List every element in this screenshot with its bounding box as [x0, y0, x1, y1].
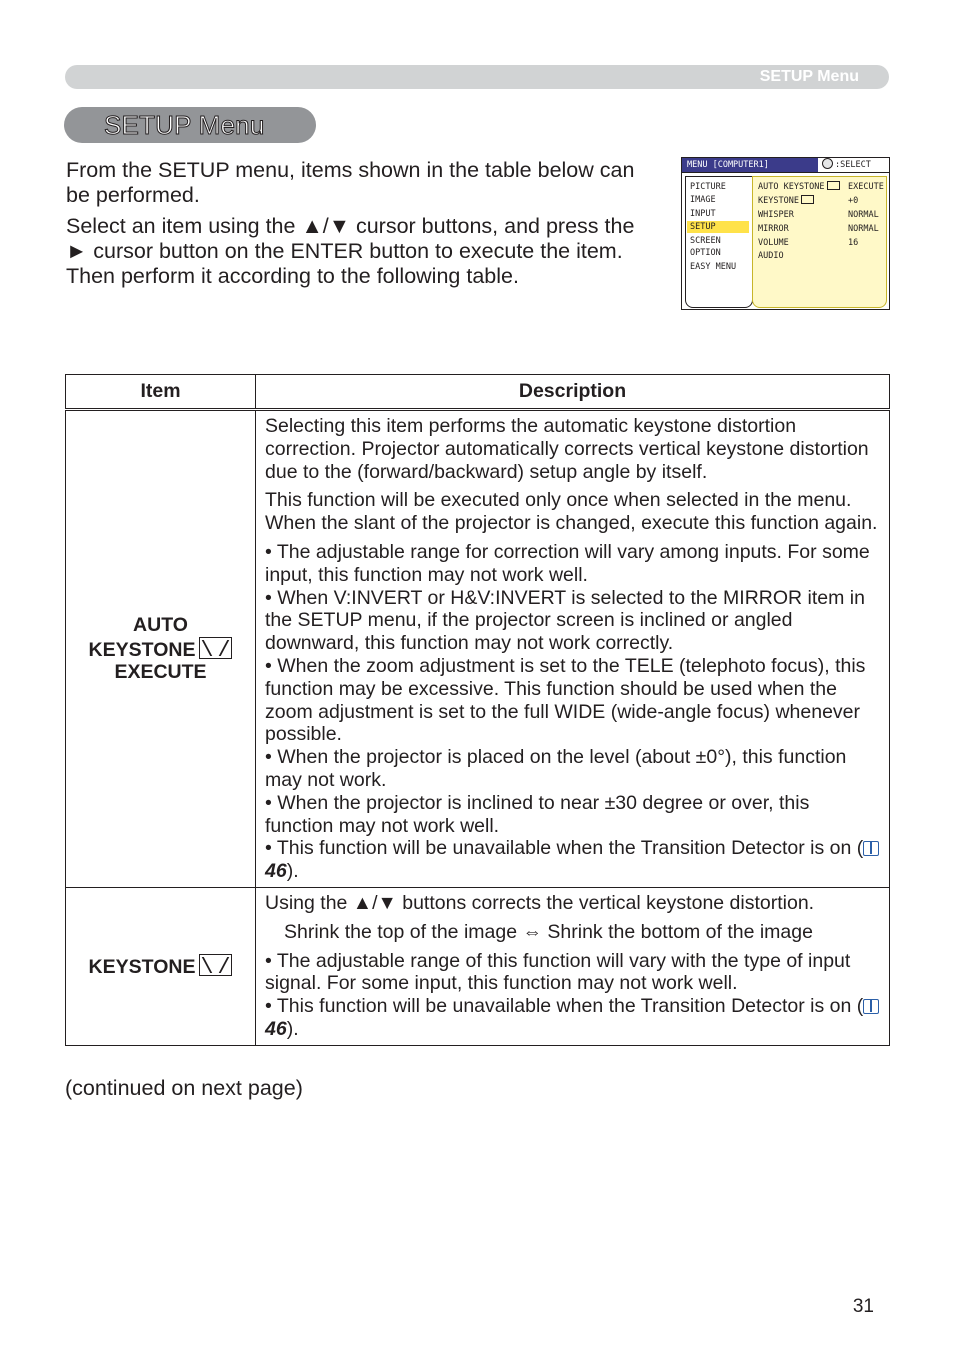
osd-left-item-setup: SETUP — [687, 221, 749, 233]
osd-top-bar — [682, 158, 889, 173]
page-reference-link[interactable]: 46 — [265, 1017, 287, 1040]
osd-row-value: NORMAL — [848, 224, 879, 234]
osd-left-item-picture: PICTURE — [690, 182, 726, 192]
intro-paragraph-1: From the SETUP menu, items shown in the table below can be performed. — [66, 158, 635, 207]
osd-row-value: 16 — [848, 238, 859, 248]
osd-select-label: :SELECT — [835, 160, 871, 170]
item-label-line — [67, 637, 254, 662]
note-bullet: • The adjustable range for correction will vary among inputs. For some input, this function may not work well. — [265, 540, 870, 586]
note-bullet: • When V:INVERT or H&V:INVERT is selected to the MIRROR item in the SETUP menu, if the projector screen is inclined or angled downward, this function may not work correctly. — [265, 586, 865, 655]
osd-row-value: NORMAL — [848, 210, 879, 220]
osd-row-auto-keystone — [758, 181, 883, 193]
osd-menu-illustration — [681, 157, 890, 310]
osd-row-label: VOLUME — [758, 238, 789, 248]
note-bullet: • The adjustable range of this function will vary with the type of input signal. For some input, this function may not work well. — [265, 949, 851, 995]
osd-row-value: +0 — [848, 196, 859, 206]
setup-menu-table — [65, 374, 890, 1046]
note-bullet-suffix: ). — [286, 860, 299, 883]
header-bar — [65, 65, 889, 89]
page-title: SETUP Menu — [104, 110, 265, 140]
item-label: KEYSTONE — [88, 955, 196, 978]
osd-row-whisper — [758, 209, 883, 221]
osd-row-keystone — [758, 195, 883, 207]
osd-left-menu — [685, 176, 753, 308]
table-header-item: Item — [66, 375, 256, 410]
osd-row-audio — [758, 250, 883, 262]
header-section-title: SETUP Menu — [759, 68, 859, 85]
note-bullet-suffix: ). — [286, 1017, 299, 1040]
osd-select-hint — [822, 158, 871, 172]
note-bullet: • When the zoom adjustment is set to the TELE (telephoto focus), this function may be excessive. This function should be used when the zoom adjustment is set to the full WIDE (wide-angle focus) whenever possible. — [265, 654, 866, 746]
osd-row-label: KEYSTONE — [758, 196, 799, 206]
description-paragraph: Using the ▲/▼ buttons corrects the vertical keystone distortion. — [265, 891, 815, 914]
book-icon — [863, 841, 879, 856]
osd-left-item-easy-menu: EASY MENU — [690, 262, 737, 272]
item-cell-auto-keystone — [66, 410, 256, 888]
item-label: EXECUTE — [114, 661, 207, 684]
note-bullet: • When the projector is inclined to near ±30 degree or over, this function may not work well. — [265, 791, 810, 837]
osd-row-label: AUDIO — [758, 251, 784, 261]
title-pill — [64, 107, 316, 143]
item-label: AUTO — [133, 613, 188, 636]
note-bullet: • When the projector is placed on the level (about ±0°), this function may not work. — [265, 746, 847, 791]
osd-left-item-option: OPTION — [690, 248, 721, 258]
description-cell-auto-keystone — [256, 410, 890, 888]
item-cell-keystone — [66, 887, 256, 1045]
description-cell-keystone — [256, 887, 890, 1045]
osd-left-item-screen: SCREEN — [690, 236, 721, 246]
osd-row-label: AUTO KEYSTONE — [758, 182, 825, 192]
table-row-auto-keystone — [66, 410, 890, 888]
table-header-description: Description — [256, 375, 890, 410]
description-paragraph: This function will be executed only once when selected in the menu. When the slant of the projector is changed, execute this function again. — [265, 489, 878, 535]
table-header-row — [66, 375, 890, 410]
book-icon — [863, 999, 879, 1014]
page-reference-link[interactable]: 46 — [265, 860, 287, 883]
intro-paragraph-2: Select an item using the ▲/▼ cursor buttons, and press the ► cursor button on the ENTER button to execute the item. Then perform it according to the following table. — [66, 214, 635, 288]
description-notes — [265, 950, 881, 1041]
page-number: 31 — [852, 1296, 874, 1317]
osd-row-volume — [758, 237, 883, 249]
osd-row-label: MIRROR — [758, 224, 789, 234]
description-paragraph: Selecting this item performs the automatic keystone distortion correction. Projector automatically corrects vertical keystone distortion due to the (forward/backward) setup angle by itself. — [265, 415, 869, 483]
description-notes — [265, 541, 881, 883]
keystone-icon — [801, 195, 814, 204]
note-bullet: • This function will be unavailable when the Transition Detector is on ( — [265, 837, 864, 860]
osd-row-value: EXECUTE — [848, 182, 884, 192]
description-shrink-line: Shrink the top of the image ⇔ Shrink the bottom of the image — [284, 920, 813, 943]
intro-text — [66, 158, 656, 295]
osd-left-item-image: IMAGE — [690, 195, 716, 205]
osd-right-panel — [752, 176, 887, 308]
keystone-icon — [827, 181, 840, 190]
item-label: KEYSTONE — [88, 638, 196, 661]
osd-title: MENU [COMPUTER1] — [682, 158, 818, 172]
continued-note: (continued on next page) — [65, 1076, 303, 1100]
osd-row-mirror — [758, 223, 883, 235]
osd-row-label: WHISPER — [758, 210, 794, 220]
table-row-keystone — [66, 887, 890, 1045]
note-bullet: • This function will be unavailable when the Transition Detector is on ( — [265, 995, 864, 1018]
osd-left-item-input: INPUT — [690, 209, 716, 219]
select-dial-icon — [822, 158, 833, 169]
keystone-icon — [199, 637, 232, 659]
keystone-icon — [199, 954, 232, 976]
